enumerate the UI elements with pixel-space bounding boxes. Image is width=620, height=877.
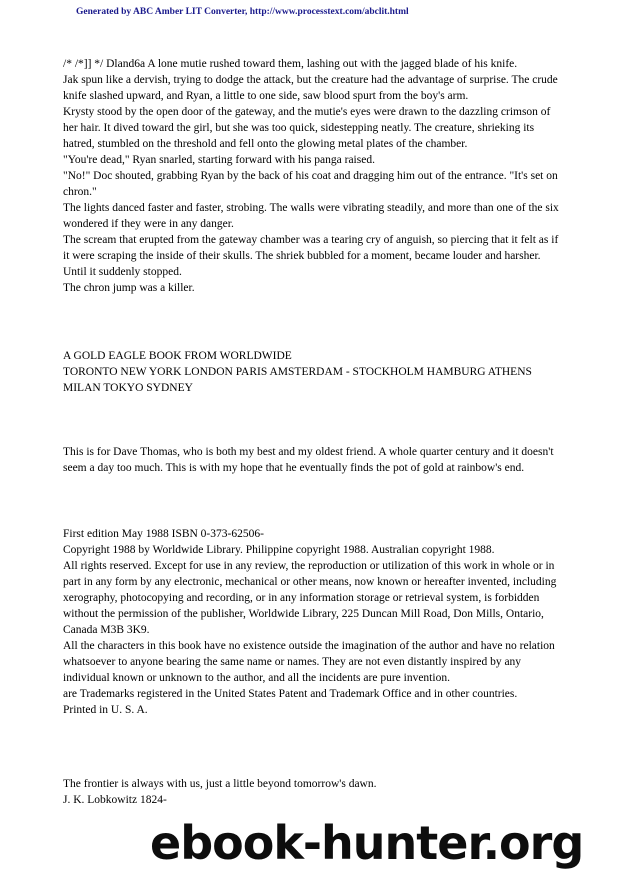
publisher-line: A GOLD EAGLE BOOK FROM WORLDWIDE [63,350,292,362]
copyright-line: First edition May 1988 ISBN 0-373-62506- [63,528,264,540]
publisher-cities: TORONTO NEW YORK LONDON PARIS AMSTERDAM - STOCKHOLM HAMBURG ATHENS MILAN TOKYO SYDNEY [63,366,532,394]
dedication: This is for Dave Thomas, who is both my best and my oldest friend. A whole quarter century and it doesn't seem a day too much. This is with my hope that he eventually finds the pot of gold at rainbow's end. [63,446,554,474]
story-paragraph: The scream that erupted from the gateway chamber was a tearing cry of anguish, so piercing that it felt as if it were scraping the inside of their skulls. The shriek bubbled for a moment, became louder and harsher. Until it suddenly stopped. [63,234,559,278]
story-paragraph: "No!" Doc shouted, grabbing Ryan by the back of his coat and dragging him out of the entrance. "It's set on chron." [63,170,558,198]
copyright-line: are Trademarks registered in the United States Patent and Trademark Office and in other countries. [63,688,518,700]
epigraph [63,776,563,808]
copyright-line: Printed in U. S. A. [63,704,148,716]
story-paragraph: The chron jump was a killer. [63,282,195,294]
copyright-line: All the characters in this book have no existence outside the imagination of the author and have no relation whatsoever to anyone bearing the same name or names. They are not even distantly inspired by any individual known or unknown to the author, and all the incidents are pure invention. [63,640,555,684]
converter-header-link[interactable]: Generated by ABC Amber LIT Converter, http://www.processtext.com/abclit.html [76,7,409,17]
watermark-logo: ebook-hunter.org [150,816,584,870]
epigraph-attribution: J. K. Lobkowitz 1824- [63,794,167,806]
copyright-line: All rights reserved. Except for use in any review, the reproduction or utilization of this work in whole or in part in any form by any electronic, mechanical or other means, now known or hereafter invented, including xerography, photocopying and recording, or in any information storage or retrieval system, is forbidden without the permission of the publisher, Worldwide Library, 225 Duncan Mill Road, Don Mills, Ontario, Canada M3B 3K9. [63,560,557,636]
publisher-block [63,348,563,396]
story-paragraph: Krysty stood by the open door of the gateway, and the mutie's eyes were drawn to the dazzling crimson of her hair. It dived toward the girl, but she was too quick, sidestepping neatly. The creature, shrieking its hatred, stumbled on the threshold and fell onto the glowing metal plates of the chamber. [63,106,551,150]
story-paragraph: /* /*]] */ Dland6a A lone mutie rushed toward them, lashing out with the jagged blade of his knife. [63,58,518,70]
page-content [63,56,563,808]
epigraph-quote: The frontier is always with us, just a little beyond tomorrow's dawn. [63,778,377,790]
story-paragraph: The lights danced faster and faster, strobing. The walls were vibrating steadily, and more than one of the six wondered if they were in any danger. [63,202,559,230]
copyright-block [63,526,563,718]
story-paragraph: "You're dead," Ryan snarled, starting forward with his panga raised. [63,154,375,166]
story-paragraph: Jak spun like a dervish, trying to dodge the attack, but the creature had the advantage of surprise. The crude knife slashed upward, and Ryan, a little to one side, saw blood spurt from the boy's arm. [63,74,558,102]
story-excerpt [63,56,563,296]
copyright-line: Copyright 1988 by Worldwide Library. Philippine copyright 1988. Australian copyright 1988. [63,544,495,556]
